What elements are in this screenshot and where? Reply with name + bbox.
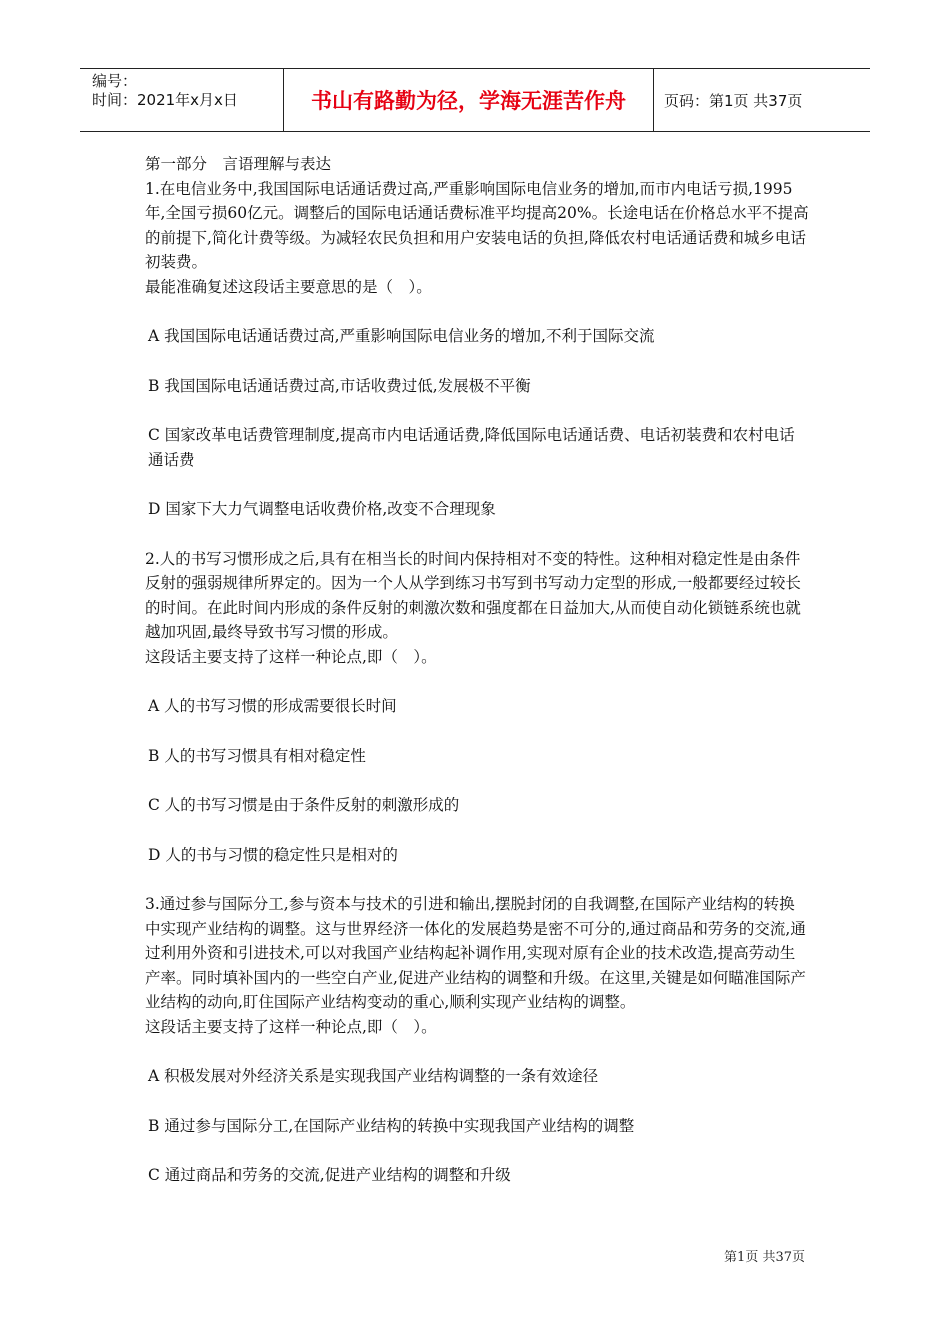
question-1-option-c: C 国家改革电话费管理制度,提高市内电话通话费,降低国际电话通话费、电话初装费和农村电话通话费 (148, 426, 795, 469)
question-2-option-a: A 人的书写习惯的形成需要很长时间 (148, 697, 397, 715)
document-header (80, 68, 870, 132)
question-1-option-b: B 我国国际电话通话费过高,市话收费过低,发展极不平衡 (148, 376, 531, 395)
question-3-prompt: 这段话主要支持了这样一种论点,即（ ）。 (145, 1017, 437, 1036)
question-3-stem: 3.通过参与国际分工,参与资本与技术的引进和输出,摆脱封闭的自我调整,在国际产业结构的转换中实现产业结构的调整。这与世界经济一体化的发展趋势是密不可分的,通过商品和劳务的交流,通过利用外资和引进技术,可以对我国产业结构起补调作用,实现对原有企业的技术改造,提高劳动生产率。同时填补国内的一些空白产业,促进产业结构的调整和升级。在这里,关键是如何瞄准国际产业结构的动向,盯住国际产业结构变动的重心,顺利实现产业结构的调整。 (145, 895, 806, 1011)
question-3-option-c: C 通过商品和劳务的交流,促进产业结构的调整和升级 (148, 1166, 511, 1184)
question-1-stem: 1.在电信业务中,我国国际电话通话费过高,严重影响国际电信业务的增加,而市内电话亏损,1995年,全国亏损60亿元。调整后的国际电话通话费标准平均提高20%。长途电话在价格总水平不提高的前提下,简化计费等级。为减轻农民负担和用户安装电话的负担,降低农村电话通话费和城乡电话初装费。 (145, 179, 809, 271)
question-2-option-d: D 人的书与习惯的稳定性只是相对的 (148, 845, 398, 864)
question-1-option-a: A 我国国际电话通话费过高,严重影响国际电信业务的增加,不利于国际交流 (148, 327, 655, 345)
page-footer: 第1页 共37页 (724, 1250, 805, 1265)
number-label: 编号： (92, 72, 138, 90)
document-body (145, 152, 810, 1188)
date-label: 时间：2021年x月x日 (92, 91, 238, 109)
question-2-option-c: C 人的书写习惯是由于条件反射的刺激形成的 (148, 796, 460, 814)
header-meta (80, 69, 283, 131)
header-motto: 书山有路勤为径，学海无涯苦作舟 (283, 69, 654, 131)
question-3-option-b: B 通过参与国际分工,在国际产业结构的转换中实现我国产业结构的调整 (148, 1116, 635, 1135)
section-title: 第一部分 言语理解与表达 (145, 155, 332, 173)
question-1-option-d: D 国家下大力气调整电话收费价格,改变不合理现象 (148, 500, 496, 518)
question-1-prompt: 最能准确复述这段话主要意思的是（ ）。 (145, 277, 432, 296)
question-2-prompt: 这段话主要支持了这样一种论点,即（ ）。 (145, 647, 437, 666)
question-2-option-b: B 人的书写习惯具有相对稳定性 (148, 746, 366, 765)
header-page-info: 页码：第1页 共37页 (664, 91, 803, 110)
question-2-stem: 2.人的书写习惯形成之后,具有在相当长的时间内保持相对不变的特性。这种相对稳定性是由条件反射的强弱规律所界定的。因为一个人从学到练习书写到书写动力定型的形成,一般都要经过较长的时间。在此时间内形成的条件反射的刺激次数和强度都在日益加大,从而使自动化锁链系统也就越加巩固,最终导致书写习惯的形成。 (145, 549, 801, 641)
question-3-option-a: A 积极发展对外经济关系是实现我国产业结构调整的一条有效途径 (148, 1067, 599, 1085)
